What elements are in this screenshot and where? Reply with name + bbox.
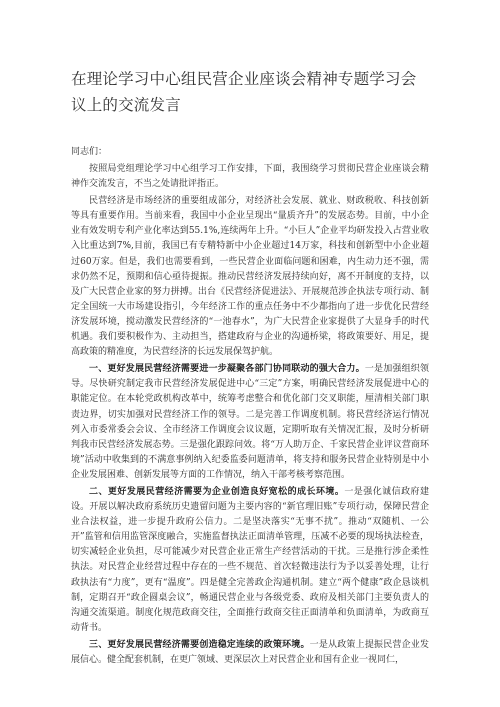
- paragraph-text: 一是强化诚信政府建设。开展以解决政府系统历史遗留问题为主要内容的“新官理旧账”专项行动，保障民营企业合法权益，进一步提升政府公信力。二是坚决落实“无事不扰”。推动“双随机、一公开”监管和信用监管深度融合，实施监督执法正面清单管理，压减不必要的现场执法检查，切实减轻企业负担，尽可能减少对民营企业正常生产经营活动的干扰。三是推行涉企柔性执法。对民营企业经营过程中存在的一些不规范、首次轻微违法行为予以妥善处理，让行政执法有“力度”，更有“温度”。四是健全完善政企沟通机制。建立“两个健康”政企恳谈机制，定期召开“政企圆桌会议”，畅通民营企业与各级党委、政府及相关部门主要负责人的沟通交流渠道。制度化规范政商交往，全面推行政商交往正面清单和负面清单，为政商互动背书。: [71, 486, 429, 633]
- paragraph-text: 按照局党组理论学习中心组学习工作安排，下面，我围绕学习贯彻民营企业座谈会精神作交流发言，不当之处请批评指正。: [71, 164, 429, 190]
- document-title: 在理论学习中心组民营企业座谈会精神专题学习会议上的交流发言: [71, 70, 417, 114]
- paragraph-section-3: [71, 638, 429, 668]
- paragraph-intro: [71, 162, 429, 192]
- paragraph-text: 一是加强组织领导。尽快研究制定我市民营经济发展促进中心“三定”方案，明确民营经济发展促进中心的职能定位。在本轮党政机构改革中，统筹考虑整合和优化部门交叉职能，厘清相关部门职责边界，切实加强对民营经济工作的领导。二是完善工作调度机制。将民营经济运行情况列入市委常委会会议、全市经济工作调度会议议题，定期听取有关情况汇报，及时分析研判我市民营经济发展态势。三是强化跟踪问效。将“万人助万企、千家民营企业评议营商环境”活动中收集到的不满意事例纳入纪委监委问题清单，将支持和服务民营企业特别是中小企业发展困难、创新发展等方面的工作情况，纳入干部考核考察范围。: [71, 364, 429, 480]
- section-heading: 三、更好发展民营经济需要创造稳定连续的政策环境。: [89, 639, 310, 650]
- paragraph-text: 民营经济是市场经济的重要组成部分，对经济社会发展、就业、财政税收、科技创新等具有重要作用。当前来看，我国中小企业呈现出“量质齐升”的发展态势。目前，中小企业有效发明专利产业化率达到55.1%,连续两年上升。“小巨人”企业平均研发投入占营业收入比重达到7%,目前，我国已有专精特新中小企业超过14万家，科技和创新型中小企业超过60万家。但是，我们也需要看到，一些民营企业面临问题和困难，内生动力还不强，需求仍然不足，预期和信心亟待提振。推动民营经济发展持续向好，离不开制度的支持，以及广大民营企业家的努力拼搏。出台《民营经济促进法》、开展规范涉企执法专项行动、制定全国统一大市场建设指引，今年经济工作的重点任务中不少都指向了进一步优化民营经济发展环境，搅动激发民营经济的“一池春水”，为广大民营企业家提供了大显身手的时代机遇。我们要积极作为、主动担当，搭建政府与企业的沟通桥梁，将政策要好、用足，提高政策的精准度，为民营经济的长远发展保驾护航。: [71, 196, 429, 358]
- paragraph-section-1: [71, 362, 429, 483]
- paragraph-background: [71, 194, 429, 360]
- salutation: 同志们：: [71, 147, 108, 157]
- section-heading: 一、更好发展民营经济需要进一步凝聚各部门协同联动的强大合力。: [89, 364, 365, 375]
- paragraph-text: 一是从政策上提振民营企业发展信心。健全配套机制，在更广领域、更深层次上对民营企业和国有企业一视同仁，: [71, 639, 429, 665]
- section-heading: 二、更好发展民营经济需要为企业创造良好宽松的成长环境。: [89, 486, 345, 497]
- paragraph-section-2: [71, 485, 429, 636]
